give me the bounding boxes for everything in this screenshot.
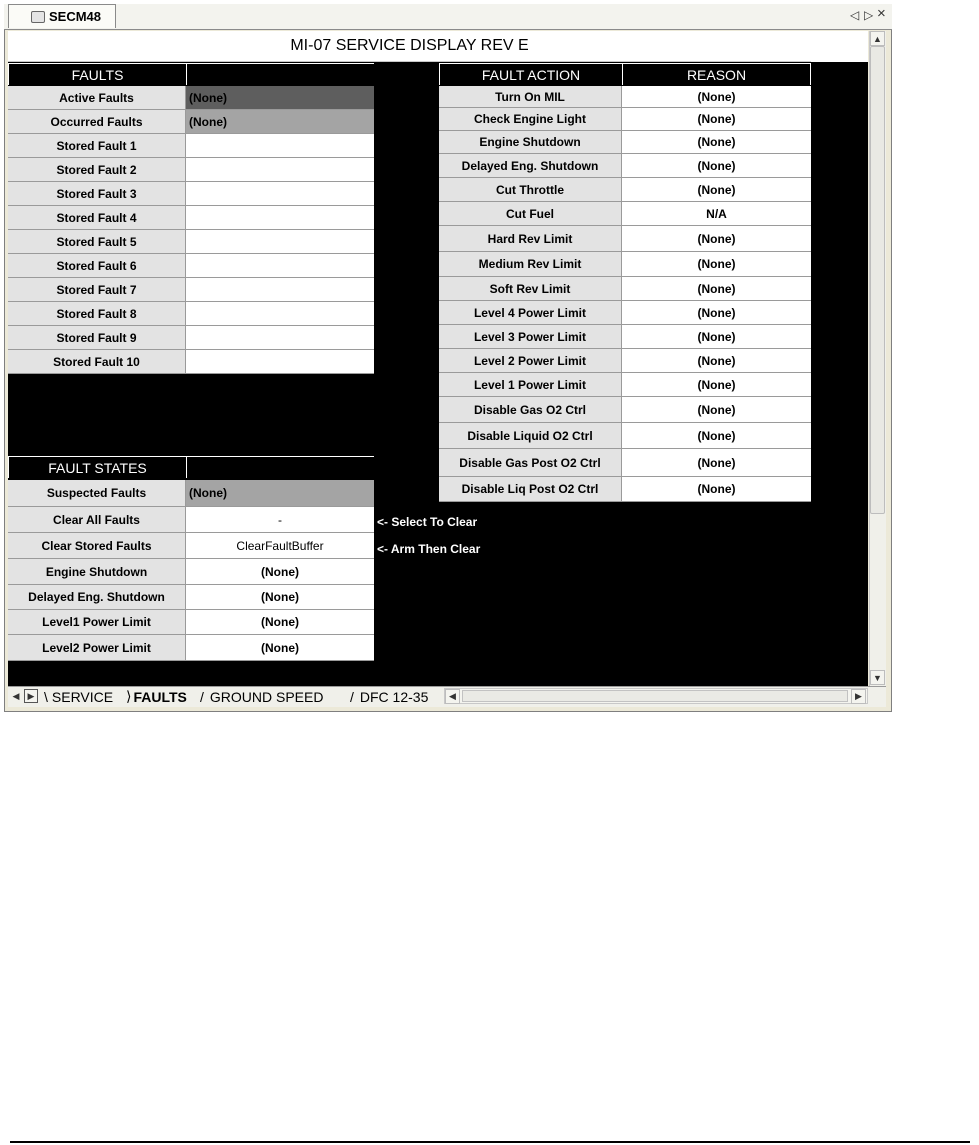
fault-action-row-value: (None)	[622, 178, 811, 202]
fault-state-row-value: (None)	[186, 610, 374, 635]
fault-state-row-label: Engine Shutdown	[8, 559, 186, 585]
page-title: MI-07 SERVICE DISPLAY REV E	[8, 31, 811, 62]
fault-action-row-label: Disable Liquid O2 Ctrl	[439, 423, 622, 449]
tab-prev-icon[interactable]: ◁	[850, 8, 860, 22]
fault-row-value	[186, 206, 374, 230]
fault-action-row-value: (None)	[622, 86, 811, 108]
fault-action-row-label: Medium Rev Limit	[439, 252, 622, 277]
faults-value-header	[186, 63, 374, 85]
fault-row-value	[186, 326, 374, 350]
fault-row-label: Stored Fault 7	[8, 278, 186, 302]
fault-row-label: Active Faults	[8, 86, 186, 110]
fault-row-label: Occurred Faults	[8, 110, 186, 134]
fault-row-label: Stored Fault 3	[8, 182, 186, 206]
fault-state-row-value[interactable]: ClearFaultBuffer	[186, 533, 374, 559]
fault-row-value	[186, 254, 374, 278]
faults-header: FAULTS	[8, 63, 186, 85]
document-tab-bar	[4, 4, 892, 30]
scroll-right-icon[interactable]: ▶	[851, 689, 866, 704]
fault-action-header: FAULT ACTION	[439, 63, 622, 85]
fault-action-row-label: Turn On MIL	[439, 86, 622, 108]
fault-action-row-label: Soft Rev Limit	[439, 277, 622, 301]
fault-row-value: (None)	[186, 110, 374, 134]
fault-action-row-label: Level 3 Power Limit	[439, 325, 622, 349]
fault-row-value	[186, 134, 374, 158]
tab-first-icon[interactable]: ◀	[12, 691, 20, 701]
fault-action-row-label: Engine Shutdown	[439, 131, 622, 154]
fault-action-row-value: (None)	[622, 226, 811, 252]
fault-action-row-value: (None)	[622, 252, 811, 277]
fault-row-label: Stored Fault 8	[8, 302, 186, 326]
title-bar-filler	[811, 31, 868, 62]
fault-state-row-label: Clear Stored Faults	[8, 533, 186, 559]
fault-action-row-label: Hard Rev Limit	[439, 226, 622, 252]
fault-action-row-value: (None)	[622, 349, 811, 373]
page-bottom-rule	[10, 1141, 970, 1143]
fault-action-row-value: (None)	[622, 108, 811, 131]
fault-action-row-value: (None)	[622, 397, 811, 423]
fault-action-row-value: (None)	[622, 131, 811, 154]
fault-action-row-value: (None)	[622, 301, 811, 325]
tab-dfc[interactable]: / DFC 12-35	[350, 688, 429, 705]
tab-next-sheet-icon[interactable]: ▶	[24, 689, 38, 703]
tab-ground-speed[interactable]: / GROUND SPEED	[200, 688, 324, 705]
close-icon[interactable]: ×	[877, 5, 886, 22]
scroll-down-icon[interactable]: ▼	[870, 670, 885, 685]
fault-action-row-value: (None)	[622, 449, 811, 477]
document-tab-label: SECM48	[49, 9, 102, 24]
fault-action-row-label: Level 1 Power Limit	[439, 373, 622, 397]
fault-action-row-label: Cut Fuel	[439, 202, 622, 226]
fault-row-label: Stored Fault 5	[8, 230, 186, 254]
fault-row-value	[186, 182, 374, 206]
fault-states-value-header	[186, 456, 374, 478]
fault-row-label: Stored Fault 1	[8, 134, 186, 158]
fault-state-row-label: Clear All Faults	[8, 507, 186, 533]
fault-state-row-label: Suspected Faults	[8, 480, 186, 507]
fault-row-label: Stored Fault 10	[8, 350, 186, 374]
fault-row-label: Stored Fault 2	[8, 158, 186, 182]
select-to-clear-note: <- Select To Clear	[377, 515, 478, 529]
fault-action-row-value: (None)	[622, 277, 811, 301]
fault-state-row-value: (None)	[186, 559, 374, 585]
fault-row-value	[186, 230, 374, 254]
fault-state-row-value: (None)	[186, 480, 374, 507]
fault-state-row-value: (None)	[186, 635, 374, 661]
fault-action-row-value: N/A	[622, 202, 811, 226]
fault-state-row-label: Delayed Eng. Shutdown	[8, 585, 186, 610]
fault-row-value	[186, 278, 374, 302]
fault-state-row-label: Level2 Power Limit	[8, 635, 186, 661]
reason-header: REASON	[622, 63, 811, 85]
fault-row-label: Stored Fault 4	[8, 206, 186, 230]
fault-action-row-value: (None)	[622, 325, 811, 349]
fault-action-row-label: Disable Gas O2 Ctrl	[439, 397, 622, 423]
fault-states-header: FAULT STATES	[8, 456, 186, 478]
fault-row-value	[186, 302, 374, 326]
fault-action-row-value: (None)	[622, 423, 811, 449]
scroll-left-icon[interactable]: ◀	[445, 689, 460, 704]
tab-service[interactable]: \ SERVICE	[44, 688, 114, 705]
fault-action-row-label: Level 4 Power Limit	[439, 301, 622, 325]
fault-action-row-value: (None)	[622, 477, 811, 502]
fault-action-row-label: Disable Gas Post O2 Ctrl	[439, 449, 622, 477]
fault-state-row-value[interactable]: -	[186, 507, 374, 533]
fault-action-row-label: Cut Throttle	[439, 178, 622, 202]
horizontal-scroll-thumb[interactable]	[462, 690, 848, 702]
tab-faults[interactable]: ⟩ FAULTS	[126, 688, 187, 705]
fault-action-row-label: Level 2 Power Limit	[439, 349, 622, 373]
fault-action-row-value: (None)	[622, 154, 811, 178]
vertical-scroll-thumb[interactable]	[870, 46, 885, 514]
fault-row-value: (None)	[186, 86, 374, 110]
workbook-icon	[31, 11, 45, 23]
fault-row-value	[186, 158, 374, 182]
fault-state-row-value: (None)	[186, 585, 374, 610]
document-tab[interactable]	[8, 4, 116, 28]
arm-then-clear-note: <- Arm Then Clear	[377, 542, 481, 556]
fault-action-row-label: Disable Liq Post O2 Ctrl	[439, 477, 622, 502]
fault-row-label: Stored Fault 9	[8, 326, 186, 350]
fault-action-row-label: Check Engine Light	[439, 108, 622, 131]
fault-action-row-label: Delayed Eng. Shutdown	[439, 154, 622, 178]
fault-state-row-label: Level1 Power Limit	[8, 610, 186, 635]
fault-row-value	[186, 350, 374, 374]
tab-next-icon[interactable]: ▷	[864, 8, 874, 22]
fault-action-row-value: (None)	[622, 373, 811, 397]
scroll-up-icon[interactable]: ▲	[870, 31, 885, 46]
fault-row-label: Stored Fault 6	[8, 254, 186, 278]
